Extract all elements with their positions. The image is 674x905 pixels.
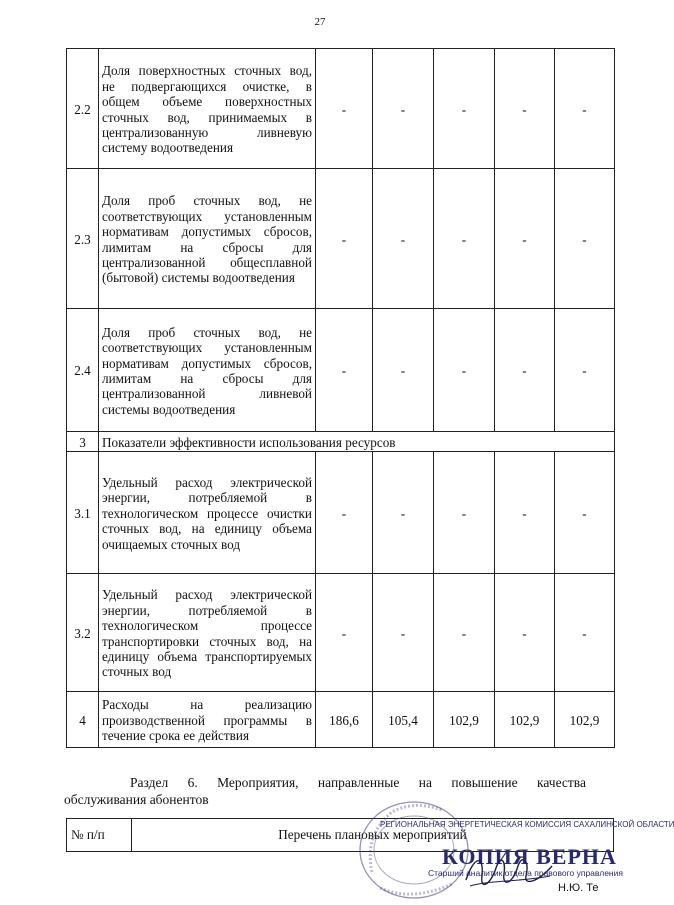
certification-position: Старший аналитик отдела правового управления xyxy=(428,868,623,878)
row-description: Удельный расход электрической энергии, потребляемой в технологическом процессе очистки сточных вод, на единицу объема очищаемых сточных вод xyxy=(99,452,316,574)
row-value: - xyxy=(495,574,555,692)
row-description: Доля проб сточных вод, не соответствующих установленным нормативам допустимых сбросов, лимитам на сбросы для централизованной общесплавной (бытовой) системы водоотведения xyxy=(99,169,316,309)
row-value: - xyxy=(555,309,615,432)
row-description: Удельный расход электрической энергии, потребляемой в технологическом процессе транспортировки сточных вод, на единицу объема транспортируемых сточных вод xyxy=(99,574,316,692)
section-heading-line1: Раздел 6. Мероприятия, направленные на повышение качества xyxy=(130,775,586,790)
row-value: 105,4 xyxy=(373,692,434,748)
row-value: - xyxy=(434,452,495,574)
indicators-table xyxy=(66,48,615,748)
row-value: - xyxy=(316,452,373,574)
row-value: - xyxy=(495,452,555,574)
row-value: - xyxy=(373,452,434,574)
row-value: - xyxy=(373,49,434,169)
row-description: Доля проб сточных вод, не соответствующих установленным нормативам допустимых сбросов, лимитам на сбросы для централизованной ливневой системы водоотведения xyxy=(99,309,316,432)
row-value: - xyxy=(495,169,555,309)
row-number: 3 xyxy=(67,432,99,452)
row-value: 102,9 xyxy=(555,692,615,748)
row-value: - xyxy=(555,169,615,309)
row-value: - xyxy=(555,574,615,692)
table-row xyxy=(67,452,615,574)
row-value: - xyxy=(434,169,495,309)
row-value: - xyxy=(373,309,434,432)
row-value: - xyxy=(495,309,555,432)
table-row xyxy=(67,574,615,692)
row-description: Доля поверхностных сточных вод, не подвергающихся очистке, в общем объеме поверхностных сточных вод, принимаемых в централизованную ливневую систему водоотведения xyxy=(99,49,316,169)
row-value: 102,9 xyxy=(434,692,495,748)
section-row-heading: Показатели эффективности использования ресурсов xyxy=(99,432,615,452)
section-heading-line2: обслуживания абонентов xyxy=(64,792,209,807)
row-value: - xyxy=(316,309,373,432)
section-heading xyxy=(64,774,586,808)
row-value: - xyxy=(316,169,373,309)
row-number: 2.4 xyxy=(67,309,99,432)
table-row xyxy=(67,432,615,452)
certification-header: РЕГИОНАЛЬНАЯ ЭНЕРГЕТИЧЕСКАЯ КОМИССИЯ САХАЛИНСКОЙ ОБЛАСТИ xyxy=(380,820,674,829)
row-value: 186,6 xyxy=(316,692,373,748)
row-value: - xyxy=(434,574,495,692)
row-value: - xyxy=(434,309,495,432)
row-description: Расходы на реализацию производственной программы в течение срока ее действия xyxy=(99,692,316,748)
row-number: 3.2 xyxy=(67,574,99,692)
page-number: 27 xyxy=(314,16,326,28)
row-number: 4 xyxy=(67,692,99,748)
row-number: 3.1 xyxy=(67,452,99,574)
row-number: 2.3 xyxy=(67,169,99,309)
table-row xyxy=(67,309,615,432)
plan-col-number: № п/п xyxy=(67,819,132,852)
row-value: - xyxy=(495,49,555,169)
certification-name: Н.Ю. Те xyxy=(558,882,599,894)
row-value: 102,9 xyxy=(495,692,555,748)
row-value: - xyxy=(316,49,373,169)
row-number: 2.2 xyxy=(67,49,99,169)
table-row xyxy=(67,169,615,309)
copy-mark: КОПИЯ ВЕРНА xyxy=(442,844,617,869)
row-value: - xyxy=(555,452,615,574)
row-value: - xyxy=(434,49,495,169)
row-value: - xyxy=(555,49,615,169)
row-value: - xyxy=(316,574,373,692)
table-row xyxy=(67,692,615,748)
row-value: - xyxy=(373,169,434,309)
row-value: - xyxy=(373,574,434,692)
table-row xyxy=(67,49,615,169)
plan-col-list: Перечень плановых мероприятий xyxy=(132,819,614,852)
handwritten-signature xyxy=(460,846,560,896)
